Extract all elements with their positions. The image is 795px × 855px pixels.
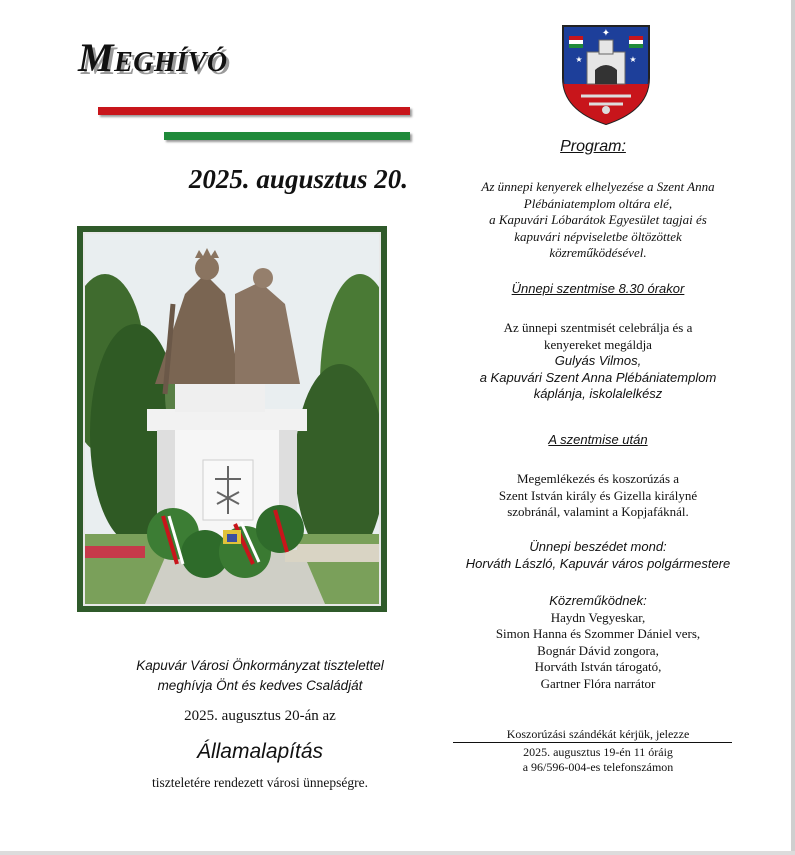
speech-speaker: Horváth László, Kapuvár város polgármestere <box>465 555 731 571</box>
performers-section <box>430 593 766 692</box>
performer-item: Haydn Vegyeskar, <box>550 609 646 625</box>
wreath-details <box>430 745 766 775</box>
program-intro <box>430 179 766 262</box>
performers-heading: Közreműködnek: <box>549 593 647 608</box>
invitation-line-1: Kapuvár Városi Önkormányzat tisztelettel <box>136 658 384 673</box>
invitation-closing: tiszteletére rendezett városi ünnepségre. <box>152 775 368 790</box>
wreath-phone: a 96/596-004-es telefonszámon <box>522 760 674 774</box>
invitation-text <box>60 656 460 696</box>
invitation-line-2: meghívja Önt és kedves Családját <box>157 678 363 693</box>
program-intro-line: Az ünnepi kenyerek elhelyezése a Szent Anna <box>481 179 715 194</box>
performer-item: Horváth István tárogató, <box>534 659 662 674</box>
page-edge-right <box>791 0 795 855</box>
program-intro-line: a Kapuvári Lóbarátok Egyesület tagjai és <box>489 212 707 227</box>
program-intro-line: közreműködésével. <box>549 245 647 260</box>
celebrant-name: Gulyás Vilmos, <box>554 353 642 368</box>
red-decorative-line <box>98 107 410 115</box>
after-mass-heading: A szentmise után <box>548 432 648 447</box>
wreath-note: Koszorúzási szándékát kérjük, jelezze <box>506 727 690 741</box>
after-mass-line: Szent István király és Gizella királyné <box>498 487 698 503</box>
svg-text:★: ★ <box>575 55 583 64</box>
program-intro-line: kapuvári népviseletbe öltözöttek <box>514 228 682 244</box>
green-decorative-line <box>164 132 410 140</box>
mass-text-line: Az ünnepi szentmisét celebrálja és a <box>503 320 693 335</box>
after-mass-details <box>430 471 766 521</box>
after-mass-line: szobránál, valamint a Kopjafáknál. <box>507 504 689 519</box>
page-edge-bottom <box>0 851 795 855</box>
performer-item: Bognár Dávid zongora, <box>537 642 659 658</box>
performer-item: Simon Hanna és Szommer Dániel vers, <box>495 626 701 641</box>
statue-photo-frame <box>77 226 387 612</box>
mass-details <box>430 320 766 403</box>
statue-photo <box>85 234 379 604</box>
mass-text-line: kenyereket megáldja <box>544 336 652 352</box>
svg-text:✦: ✦ <box>601 28 611 39</box>
after-mass-line: Megemlékezés és koszorúzás a <box>516 471 680 486</box>
program-intro-line: Plébániatemplom oltára elé, <box>523 195 673 211</box>
event-name: Államalapítás <box>196 740 324 763</box>
mass-heading: Ünnepi szentmise 8.30 órakor <box>511 281 685 296</box>
performer-item: Gartner Flóra narrátor <box>540 675 656 691</box>
wreath-divider <box>453 742 732 743</box>
invitation-date: 2025. augusztus 20-án az <box>184 708 336 724</box>
event-date: 2025. augusztus 20. <box>188 164 408 194</box>
program-title: Program: <box>560 138 626 155</box>
celebrant-role-line: a Kapuvári Szent Anna Plébániatemplom <box>479 369 717 385</box>
celebrant-role-line: káplánja, iskolalelkész <box>533 386 663 401</box>
city-crest-icon <box>559 22 653 126</box>
speech-section <box>430 539 766 572</box>
wreath-deadline: 2025. augusztus 19-én 11 óráig <box>523 745 673 759</box>
speech-heading: Ünnepi beszédet mond: <box>529 539 667 554</box>
svg-text:★: ★ <box>629 55 637 64</box>
invitation-title: Meghívó <box>78 35 228 80</box>
